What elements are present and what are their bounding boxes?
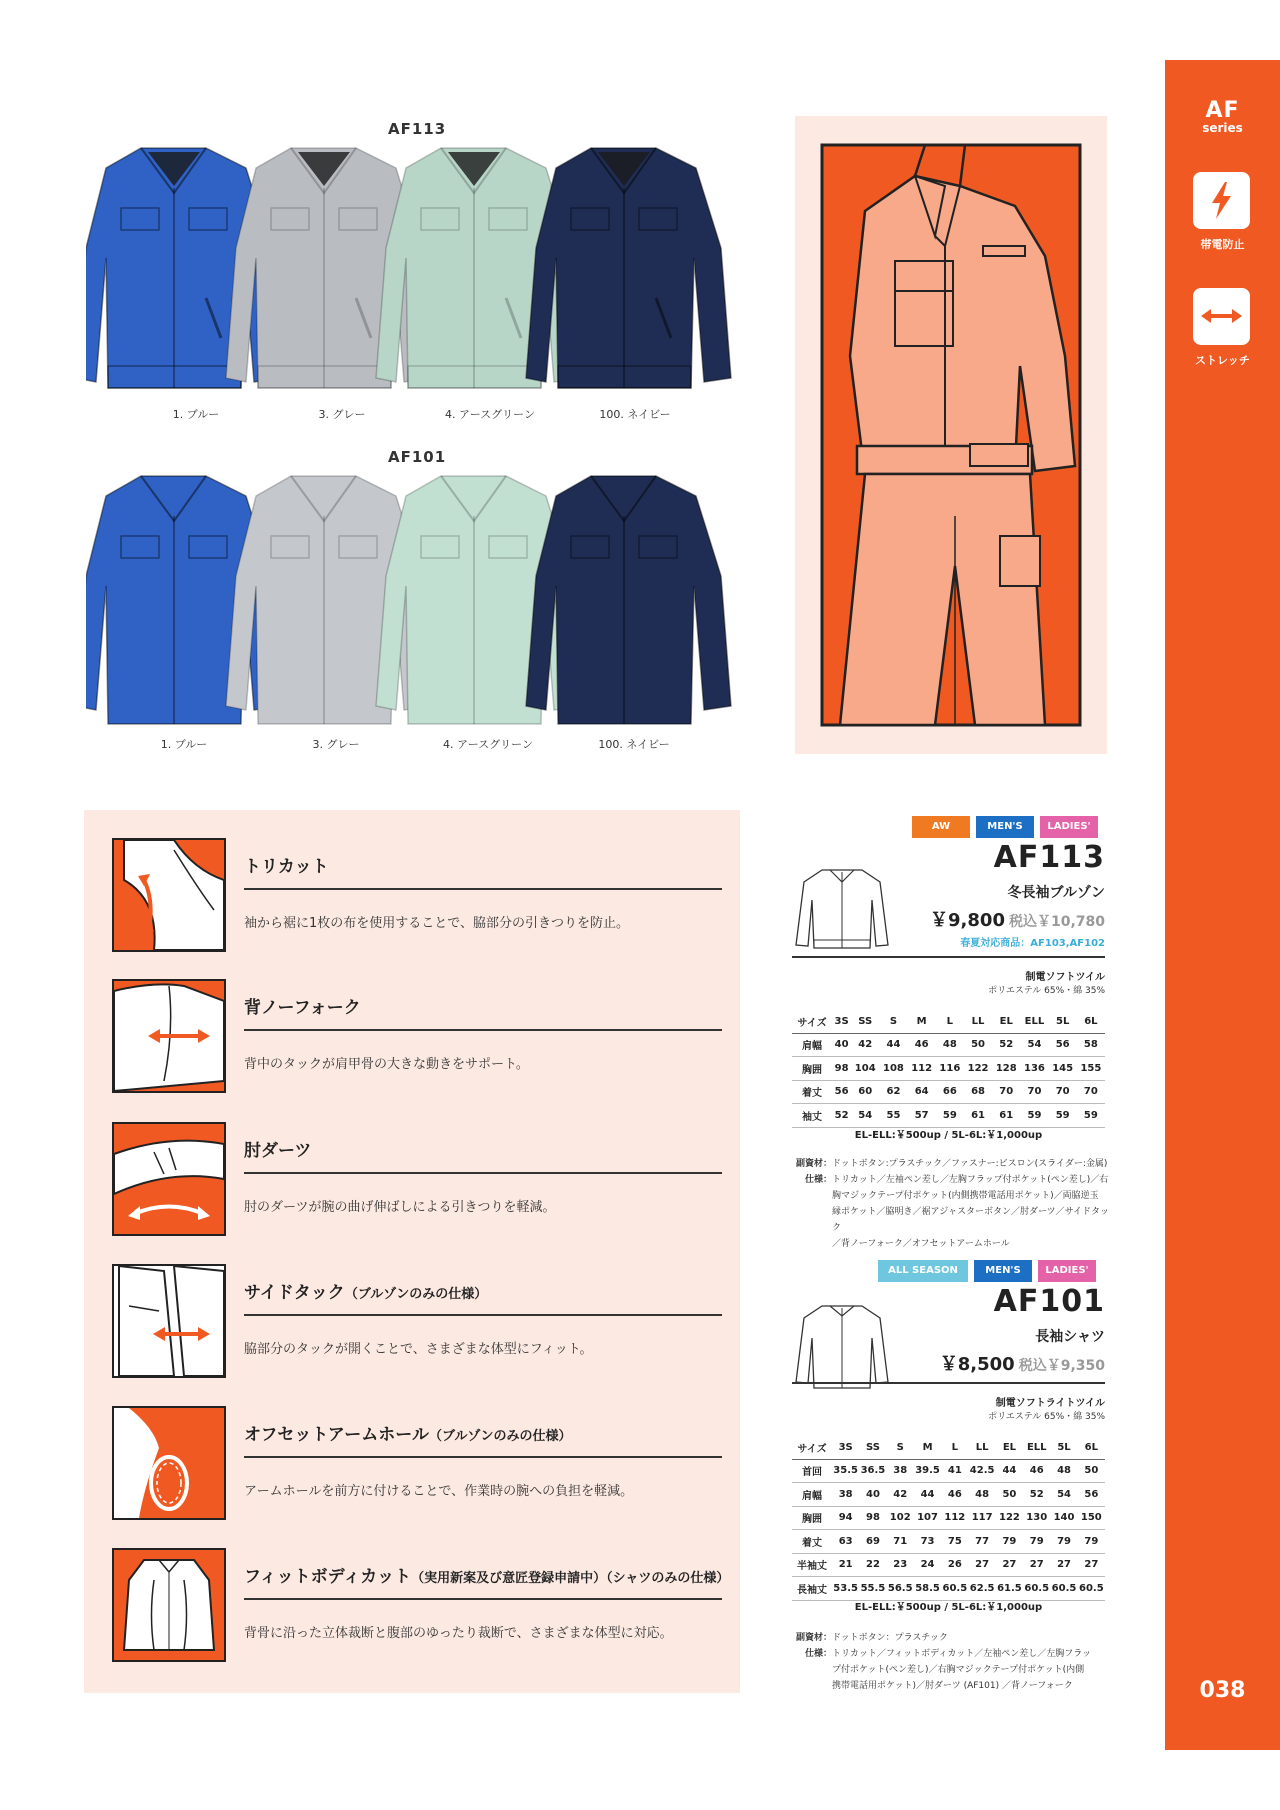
size-row-label: 肩幅 xyxy=(792,1033,832,1057)
size-cell: 38 xyxy=(887,1459,914,1483)
tag-ladies: LADIES' xyxy=(1040,816,1098,838)
size-row xyxy=(792,1553,1105,1577)
size-cell: 23 xyxy=(887,1553,914,1577)
af101-flat-sketch xyxy=(792,1298,892,1394)
price-main: ￥8,500 xyxy=(939,1354,1015,1375)
size-cell: 26 xyxy=(941,1553,968,1577)
size-cell: 27 xyxy=(1023,1553,1050,1577)
size-cell: 108 xyxy=(879,1057,907,1081)
size-row xyxy=(792,1530,1105,1554)
product-name: 冬長袖ブルゾン xyxy=(1007,885,1105,901)
size-cell: ELL xyxy=(1020,1010,1048,1033)
color-label: 4. アースグリーン xyxy=(445,408,535,421)
size-cell: 36.5 xyxy=(859,1459,886,1483)
color-label: 1. ブルー xyxy=(172,408,220,421)
size-cell: 104 xyxy=(851,1057,879,1081)
divider xyxy=(244,1314,722,1316)
size-header-row xyxy=(792,1436,1105,1459)
price-main: ￥9,800 xyxy=(930,910,1005,931)
size-cell: 38 xyxy=(832,1483,859,1507)
size-cell: 50 xyxy=(1078,1459,1105,1483)
size-row-label: 袖丈 xyxy=(792,1104,832,1128)
size-cell: 73 xyxy=(914,1530,941,1554)
tag-mens: MEN'S xyxy=(976,816,1034,838)
fabric-info xyxy=(850,1394,1105,1422)
feature-title: 背ノーフォーク xyxy=(244,998,361,1018)
size-cell: 98 xyxy=(832,1057,851,1081)
divider xyxy=(244,1172,722,1174)
size-cell: 79 xyxy=(1050,1530,1077,1554)
size-cell: 94 xyxy=(832,1506,859,1530)
page-number: 038 xyxy=(1199,1678,1246,1703)
size-cell: 150 xyxy=(1078,1506,1105,1530)
size-cell: 46 xyxy=(908,1033,936,1057)
feature-elbow-darts xyxy=(112,1122,712,1240)
materials-line: 副資材：ドットボタン:プラスチック／ファスナー:ビスロン(スライダー:金属) xyxy=(795,1159,1108,1169)
feature-description: アームホールを前方に付けることで、作業時の腕への負担を軽減。 xyxy=(244,1484,634,1499)
product-name: 長袖シャツ xyxy=(1035,1329,1105,1345)
price-tax: 税込￥10,780 xyxy=(1008,914,1105,930)
size-cell: 42.5 xyxy=(968,1459,995,1483)
color-label: 100. ネイビー xyxy=(598,738,670,751)
size-cell: 39.5 xyxy=(914,1459,941,1483)
size-cell: L xyxy=(941,1436,968,1459)
size-cell: 55 xyxy=(879,1104,907,1128)
size-cell: 56.5 xyxy=(887,1577,914,1601)
size-cell: EL xyxy=(992,1010,1020,1033)
size-cell: 59 xyxy=(1049,1104,1077,1128)
price-tax: 税込￥9,350 xyxy=(1018,1358,1105,1374)
size-cell: SS xyxy=(859,1436,886,1459)
size-row xyxy=(792,1033,1105,1057)
model-title-af101: AF101 xyxy=(388,448,447,466)
size-row-label: 半袖丈 xyxy=(792,1553,832,1577)
size-cell: 52 xyxy=(1023,1483,1050,1507)
size-cell: 56 xyxy=(1078,1483,1105,1507)
garment-photo xyxy=(526,476,731,724)
size-cell: M xyxy=(908,1010,936,1033)
size-cell: 52 xyxy=(992,1033,1020,1057)
size-cell: 71 xyxy=(887,1530,914,1554)
worker-illustration xyxy=(795,116,1107,754)
feature-title: フィットボディカット（実用新案及び意匠登録申請中）（シャツのみの仕様） xyxy=(244,1567,730,1587)
feature-description: 袖から裾に1枚の布を使用することで、脇部分の引きつりを防止。 xyxy=(244,916,630,931)
size-cell: 60.5 xyxy=(1050,1577,1077,1601)
feature-label-antistatic: 帯電防止 xyxy=(1200,238,1245,251)
spec-line: 胸マジックテープ付ポケット(内側携帯電話用ポケット)／両脇逆玉 xyxy=(832,1191,1099,1201)
size-cell: 46 xyxy=(941,1483,968,1507)
size-cell: 128 xyxy=(992,1057,1020,1081)
spec-line: 携帯電話用ポケット)／肘ダーツ (AF101) ／背ノーフォーク xyxy=(832,1681,1073,1691)
fabric-info xyxy=(850,968,1105,996)
feature-title: トリカット xyxy=(244,857,329,877)
size-cell: 56 xyxy=(832,1080,851,1104)
tag-ladies: LADIES' xyxy=(1038,1260,1096,1282)
price xyxy=(850,1350,1105,1376)
feature-title: サイドタック（ブルゾンのみの仕様） xyxy=(244,1283,488,1303)
size-cell: 61 xyxy=(992,1104,1020,1128)
series-sidebar xyxy=(1165,60,1280,1750)
size-cell: 59 xyxy=(1020,1104,1048,1128)
size-cell: 63 xyxy=(832,1530,859,1554)
size-cell: 70 xyxy=(1049,1080,1077,1104)
stretch-arrows-icon xyxy=(1193,288,1250,345)
feature-tricut xyxy=(112,838,712,956)
divider xyxy=(792,956,1105,958)
size-cell: 145 xyxy=(1049,1057,1077,1081)
size-table-af113 xyxy=(792,1010,1105,1128)
spec-line: 仕様：トリカット／左袖ペン差し／左胸フラップ付ポケット(ペン差し)／右 xyxy=(804,1175,1109,1185)
size-cell: 79 xyxy=(996,1530,1023,1554)
size-cell: 58 xyxy=(1077,1033,1105,1057)
size-cell: 75 xyxy=(941,1530,968,1554)
feature-description: 肘のダーツが腕の曲げ伸ばしによる引きつりを軽減。 xyxy=(244,1200,556,1215)
size-cell: 40 xyxy=(859,1483,886,1507)
size-cell: 112 xyxy=(908,1057,936,1081)
product-code: AF113 xyxy=(993,840,1105,875)
materials-line: 副資材：ドットボタン：プラスチック xyxy=(795,1633,948,1643)
feature-description: 背中のタックが肩甲骨の大きな動きをサポート。 xyxy=(244,1057,529,1072)
tag-all-season: ALL SEASON xyxy=(878,1260,968,1282)
fabric-name: 制電ソフトツイル xyxy=(1025,972,1105,983)
size-cell: ELL xyxy=(1023,1436,1050,1459)
size-cell: 70 xyxy=(1020,1080,1048,1104)
size-cell: 59 xyxy=(1077,1104,1105,1128)
color-label: 3. グレー xyxy=(318,408,366,421)
size-cell: 50 xyxy=(996,1483,1023,1507)
size-cell: 44 xyxy=(914,1483,941,1507)
color-label: 1. ブルー xyxy=(160,738,208,751)
size-row xyxy=(792,1080,1105,1104)
size-cell: 155 xyxy=(1077,1057,1105,1081)
size-row xyxy=(792,1577,1105,1601)
category-tags xyxy=(872,1258,1096,1278)
size-row-label: 胸囲 xyxy=(792,1057,832,1081)
size-cell: 6L xyxy=(1077,1010,1105,1033)
color-label: 3. グレー xyxy=(312,738,360,751)
size-cell: 122 xyxy=(996,1506,1023,1530)
size-cell: S xyxy=(887,1436,914,1459)
feature-panel xyxy=(84,810,740,1693)
size-cell: 117 xyxy=(968,1506,995,1530)
divider xyxy=(244,1029,722,1031)
size-cell: 70 xyxy=(992,1080,1020,1104)
size-cell: 21 xyxy=(832,1553,859,1577)
size-cell: 54 xyxy=(851,1104,879,1128)
feature-description: 背骨に沿った立体裁断と腹部のゆったり裁断で、さまざまな体型に対応。 xyxy=(244,1626,673,1641)
size-cell: 53.5 xyxy=(832,1577,859,1601)
size-cell: 130 xyxy=(1023,1506,1050,1530)
af113-color-lineup xyxy=(86,138,746,398)
size-cell: 58.5 xyxy=(914,1577,941,1601)
model-title-af113: AF113 xyxy=(388,120,447,138)
size-cell: 56 xyxy=(1049,1033,1077,1057)
size-cell: 3S xyxy=(832,1436,859,1459)
color-label: 100. ネイビー xyxy=(599,408,671,421)
size-row-label: サイズ xyxy=(792,1436,832,1459)
size-surcharge-note: EL-ELL:￥500up / 5L-6L:￥1,000up xyxy=(854,1602,1043,1613)
size-row xyxy=(792,1104,1105,1128)
series-badge xyxy=(1165,98,1280,135)
size-cell: 35.5 xyxy=(832,1459,859,1483)
spec-line: ／背ノーフォーク／オフセットアームホール xyxy=(832,1239,1010,1249)
size-table-af101 xyxy=(792,1436,1105,1601)
divider xyxy=(244,1598,722,1600)
size-cell: L xyxy=(936,1010,964,1033)
size-cell: 69 xyxy=(859,1530,886,1554)
divider xyxy=(244,1456,722,1458)
size-row-label: 長袖丈 xyxy=(792,1577,832,1601)
size-row xyxy=(792,1459,1105,1483)
back-norfolk-icon xyxy=(112,979,226,1093)
size-cell: 5L xyxy=(1049,1010,1077,1033)
size-cell: 140 xyxy=(1050,1506,1077,1530)
size-cell: 79 xyxy=(1078,1530,1105,1554)
size-cell: 60.5 xyxy=(1023,1577,1050,1601)
size-cell: 59 xyxy=(936,1104,964,1128)
size-cell: 54 xyxy=(1020,1033,1048,1057)
tricut-icon xyxy=(112,838,226,952)
size-cell: 46 xyxy=(1023,1459,1050,1483)
size-row xyxy=(792,1057,1105,1081)
related-products: 春夏対応商品：AF103,AF102 xyxy=(960,938,1105,949)
size-cell: LL xyxy=(968,1436,995,1459)
size-cell: 60 xyxy=(851,1080,879,1104)
size-cell: 70 xyxy=(1077,1080,1105,1104)
size-cell: 61.5 xyxy=(996,1577,1023,1601)
size-cell: 27 xyxy=(1050,1553,1077,1577)
lightning-bolt-icon xyxy=(1193,172,1250,229)
size-cell: 41 xyxy=(941,1459,968,1483)
color-label: 4. アースグリーン xyxy=(443,738,533,751)
size-cell: 54 xyxy=(1050,1483,1077,1507)
feature-side-tuck xyxy=(112,1264,712,1382)
size-row xyxy=(792,1483,1105,1507)
size-cell: LL xyxy=(964,1010,992,1033)
size-cell: 122 xyxy=(964,1057,992,1081)
size-row-label: 着丈 xyxy=(792,1080,832,1104)
feature-description: 脇部分のタックが開くことで、さまざまな体型にフィット。 xyxy=(244,1342,593,1357)
size-cell: 112 xyxy=(941,1506,968,1530)
spec-line: プ付ポケット(ペン差し)／右胸マジックテープ付ポケット(内側 xyxy=(832,1665,1085,1675)
size-cell: 116 xyxy=(936,1057,964,1081)
size-cell: M xyxy=(914,1436,941,1459)
divider xyxy=(244,888,722,890)
feature-fit-body-cut xyxy=(112,1548,730,1666)
size-cell: 55.5 xyxy=(859,1577,886,1601)
elbow-darts-icon xyxy=(112,1122,226,1236)
size-cell: 102 xyxy=(887,1506,914,1530)
size-row-label: 着丈 xyxy=(792,1530,832,1554)
price xyxy=(850,906,1105,932)
category-tags xyxy=(906,814,1098,834)
size-cell: EL xyxy=(996,1436,1023,1459)
size-cell: 77 xyxy=(968,1530,995,1554)
size-cell: 61 xyxy=(964,1104,992,1128)
tag-aw: AW xyxy=(912,816,970,838)
worker-illustration-panel xyxy=(795,116,1107,754)
size-cell: 3S xyxy=(832,1010,851,1033)
size-row-label: 胸囲 xyxy=(792,1506,832,1530)
size-cell: 62 xyxy=(879,1080,907,1104)
af101-color-lineup xyxy=(86,466,746,728)
specification-notes xyxy=(792,1630,1112,1694)
size-cell: 48 xyxy=(1050,1459,1077,1483)
side-tuck-icon xyxy=(112,1264,226,1378)
tag-mens: MEN'S xyxy=(974,1260,1032,1282)
size-cell: 48 xyxy=(936,1033,964,1057)
garment-photo xyxy=(526,148,731,388)
fabric-composition: ポリエステル 65%・綿 35% xyxy=(988,1412,1105,1422)
size-cell: 40 xyxy=(832,1033,851,1057)
size-cell: 44 xyxy=(996,1459,1023,1483)
size-cell: 5L xyxy=(1050,1436,1077,1459)
specification-notes xyxy=(792,1156,1112,1252)
size-cell: 136 xyxy=(1020,1057,1048,1081)
size-cell: 79 xyxy=(1023,1530,1050,1554)
size-cell: 60.5 xyxy=(941,1577,968,1601)
size-cell: S xyxy=(879,1010,907,1033)
size-cell: 22 xyxy=(859,1553,886,1577)
size-cell: 60.5 xyxy=(1078,1577,1105,1601)
size-cell: 24 xyxy=(914,1553,941,1577)
size-cell: 62.5 xyxy=(968,1577,995,1601)
offset-armhole-icon xyxy=(112,1406,226,1520)
size-cell: 52 xyxy=(832,1104,851,1128)
feature-offset-armhole xyxy=(112,1406,712,1524)
feature-title: オフセットアームホール（ブルゾンのみの仕様） xyxy=(244,1425,572,1445)
size-row-label: 首回 xyxy=(792,1459,832,1483)
fabric-composition: ポリエステル 65%・綿 35% xyxy=(988,986,1105,996)
size-surcharge-note: EL-ELL:￥500up / 5L-6L:￥1,000up xyxy=(854,1130,1043,1141)
size-cell: 64 xyxy=(908,1080,936,1104)
feature-label-stretch: ストレッチ xyxy=(1195,354,1250,367)
size-cell: 57 xyxy=(908,1104,936,1128)
size-cell: 6L xyxy=(1078,1436,1105,1459)
size-row-label: サイズ xyxy=(792,1010,832,1033)
size-cell: 44 xyxy=(879,1033,907,1057)
spec-line: 仕様：トリカット／フィットボディカット／左袖ペン差し／左胸フラッ xyxy=(804,1649,1092,1659)
size-cell: 107 xyxy=(914,1506,941,1530)
size-cell: 42 xyxy=(887,1483,914,1507)
size-cell: SS xyxy=(851,1010,879,1033)
size-cell: 27 xyxy=(1078,1553,1105,1577)
divider xyxy=(792,1382,1105,1384)
spec-line: 縁ポケット／脇明き／裾アジャスターボタン／肘ダーツ／サイドタック xyxy=(832,1207,1110,1233)
fit-body-cut-icon xyxy=(112,1548,226,1662)
feature-title: 肘ダーツ xyxy=(244,1141,312,1161)
size-cell: 66 xyxy=(936,1080,964,1104)
size-row xyxy=(792,1506,1105,1530)
size-cell: 42 xyxy=(851,1033,879,1057)
size-header-row xyxy=(792,1010,1105,1033)
size-cell: 68 xyxy=(964,1080,992,1104)
series-code: AF xyxy=(1205,98,1240,123)
fabric-name: 制電ソフトライトツイル xyxy=(995,1398,1105,1409)
feature-back-norfolk xyxy=(112,979,712,1097)
size-cell: 27 xyxy=(968,1553,995,1577)
series-word: series xyxy=(1202,121,1243,135)
size-cell: 27 xyxy=(996,1553,1023,1577)
size-cell: 50 xyxy=(964,1033,992,1057)
size-cell: 98 xyxy=(859,1506,886,1530)
size-row-label: 肩幅 xyxy=(792,1483,832,1507)
size-cell: 48 xyxy=(968,1483,995,1507)
product-code: AF101 xyxy=(993,1284,1105,1319)
